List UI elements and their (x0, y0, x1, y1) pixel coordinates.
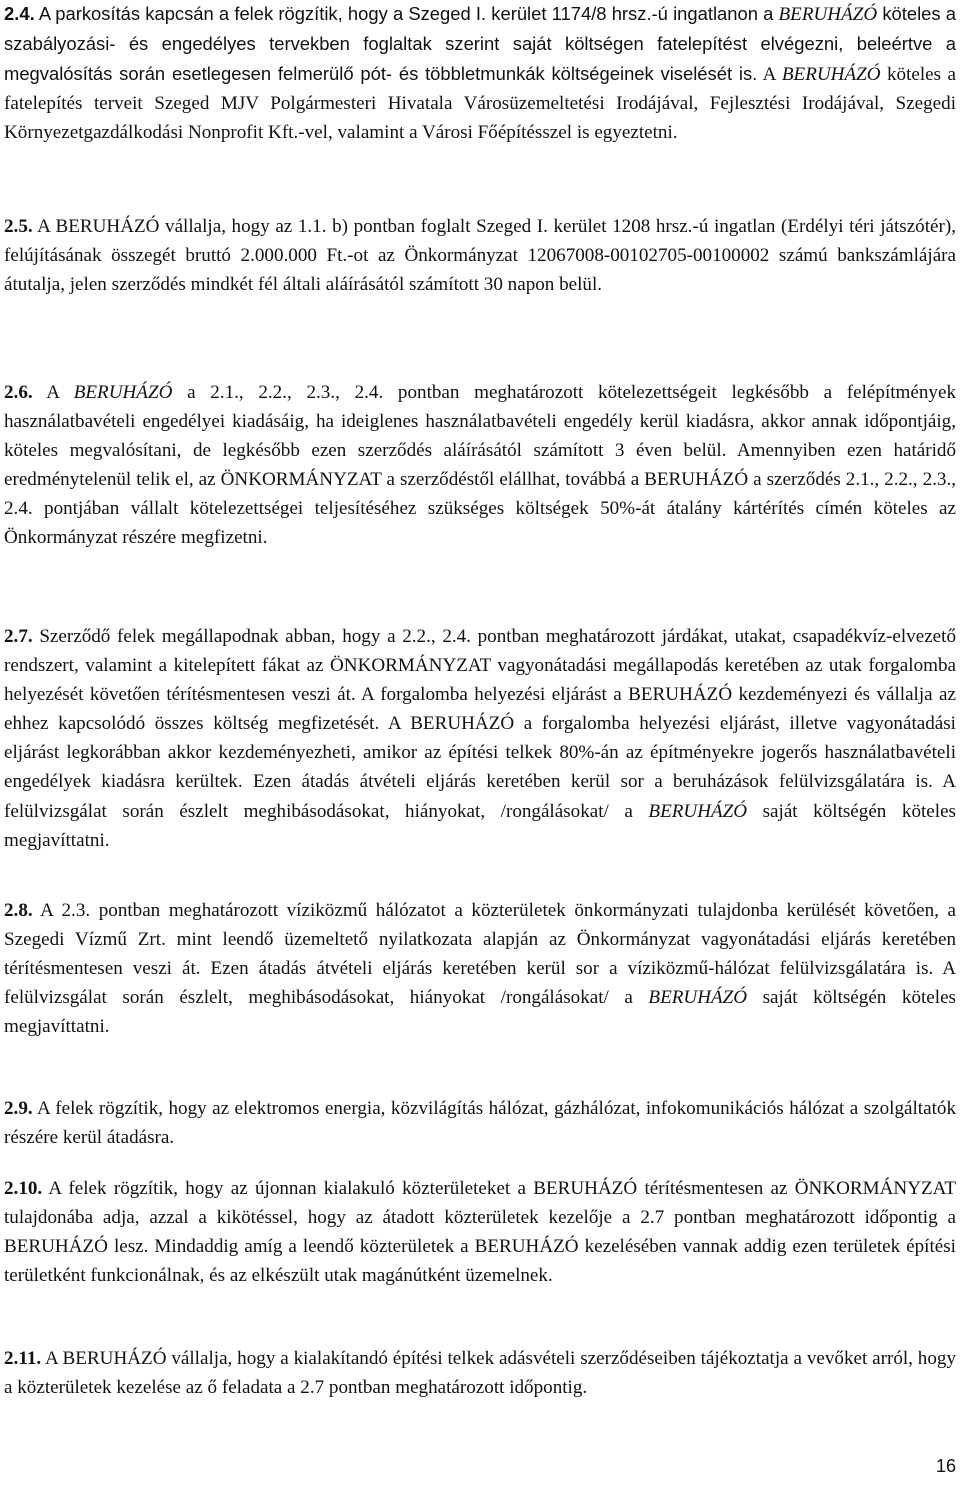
paragraph-2-10 (4, 1174, 956, 1290)
party-name-italic: BERUHÁZÓ (648, 800, 748, 822)
paragraph-text: köteles a fatelepítés terveit Szeged MJV Polgármesteri Hivatala Városüzemeltetési Irodájával, Fejlesztési Irodájával, Szegedi Környezetgazdálkodási Nonprofit Kft.-vel, valamint a Városi Főépítésszel is egyeztetni. (4, 64, 956, 144)
party-name-italic: BERUHÁZÓ (781, 64, 881, 86)
paragraph-text: A (757, 64, 782, 86)
paragraph-text: köteles a szabályozási- és engedélyes tervekben foglaltak szerint saját költségen fatelepítést elvégezni, beleértve a megvalósítás során esetlegesen felmerülő pót- és többletmunkák költségeinek viselését is. (4, 3, 956, 85)
paragraph-text: A BERUHÁZÓ vállalja, hogy a kialakítandó építési telkek adásvételi szerződéseiben tájékoztatja a vevőket arról, hogy a közterületek kezelése az ő feladata a 2.7 pontban meghatározott időpontig. (4, 1348, 956, 1399)
paragraph-text: A (32, 382, 74, 403)
paragraph-2-9 (4, 1094, 956, 1152)
paragraph-2-7 (4, 622, 956, 855)
party-name-italic: BERUHÁZÓ (648, 987, 748, 1009)
paragraph-number: 2.6. (4, 382, 33, 403)
paragraph-text: A felek rögzítik, hogy az újonnan kialakuló közterületeket a BERUHÁZÓ térítésmentesen az ÖNKORMÁNYZAT tulajdonába adja, azzal a kikötéssel, hogy az átadott közterületek kezelője a 2.7 pontban meghatározott időpontig a BERUHÁZÓ lesz. Mindaddig amíg a leendő közterületek a BERUHÁZÓ kezelésében vannak addig ezen területek építési területként funkcionálnak, és az elkészült utak magánútként üzemelnek. (4, 1178, 956, 1287)
paragraph-text: A parkosítás kapcsán a felek rögzítik, hogy a Szeged I. kerület 1174/8 hrsz.-ú ingatlanon a (34, 3, 779, 24)
paragraph-number: 2.8. (4, 900, 33, 921)
paragraph-text: A BERUHÁZÓ vállalja, hogy az 1.1. b) pontban foglalt Szeged I. kerület 1208 hrsz.-ú ingatlan (Erdélyi téri játszótér), felújításának összegét bruttó 2.000.000 Ft.-ot az Önkormányzat 12067008-00102705-00100002 számú bankszámlájára átutalja, jelen szerződés mindkét fél általi aláírásától számított 30 napon belül. (4, 216, 956, 296)
paragraph-2-8 (4, 896, 956, 1041)
paragraph-2-11 (4, 1344, 956, 1402)
paragraph-number: 2.9. (4, 1098, 33, 1119)
paragraph-number: 2.10. (4, 1178, 43, 1199)
party-name-italic: BERUHÁZÓ (73, 382, 173, 403)
paragraph-number: 2.7. (4, 626, 33, 647)
paragraph-2-4 (4, 0, 956, 147)
paragraph-number: 2.4. (4, 3, 35, 24)
paragraph-text: Szerződő felek megállapodnak abban, hogy a 2.2., 2.4. pontban meghatározott járdákat, utakat, csapadékvíz-elvezető rendszert, valamint a kitelepített fákat az ÖNKORMÁNYZAT vagyonátadási megállapodás keretében az utak forgalomba helyezését követően térítésmentesen veszi át. A forgalomba helyezési eljárást a BERUHÁZÓ kezdeményezi és vállalja az ehhez kapcsolódó összes költség megfizetését. A BERUHÁZÓ a forgalomba helyezési eljárást, illetve vagyonátadási eljárást legkorábban akkor kezdeményezheti, amikor az építési telkek 80%-án az építményekre jogerős használatbavételi engedélyek kiadásra kerültek. Ezen átadás átvételi eljárás keretében kerül sor a beruházások felülvizsgálatára is. A felülvizsgálat során észlelt meghibásodásokat, hiányokat, /rongálásokat/ a (4, 626, 956, 822)
paragraph-text: A 2.3. pontban meghatározott víziközmű hálózatot a közterületek önkormányzati tulajdonba kerülését követően, a Szegedi Vízmű Zrt. mint leendő üzemeltető nyilatkozata alapján az Önkormányzat vagyonátadási eljárás keretében térítésmentesen veszi át. Ezen átadás átvételi eljárás keretében kerül sor a víziközmű-hálózat felülvizsgálatára is. A felülvizsgálat során észlelt, meghibásodásokat, hiányokat /rongálásokat/ a (4, 900, 956, 1009)
page-number: 16 (935, 1456, 956, 1476)
paragraph-2-5 (4, 212, 956, 299)
paragraph-text: A felek rögzítik, hogy az elektromos energia, közvilágítás hálózat, gázhálózat, infokomunikációs hálózat a szolgáltatók részére kerül átadásra. (4, 1098, 956, 1149)
paragraph-text: saját költségén köteles megjavíttatni. (4, 800, 956, 851)
paragraph-text: a 2.1., 2.2., 2.3., 2.4. pontban meghatározott kötelezettségeit legkésőbb a felépítmények használatbavételi engedélyei kiadásáig, ha ideiglenes használatbavételi engedély kerül kiadásra, akkor annak időpontjáig, köteles megvalósítani, de legkésőbb ezen szerződés aláírásától számított 3 éven belül. Amennyiben ezen határidő eredménytelenül telik el, az ÖNKORMÁNYZAT a szerződéstől elállhat, továbbá a BERUHÁZÓ a szerződés 2.1., 2.2., 2.3., 2.4. pontjában vállalt kötelezettségei teljesítéséhez szükséges költségek 50%-át átalány kártérítés címén köteles az Önkormányzat részére megfizetni. (4, 382, 956, 549)
paragraph-2-6 (4, 378, 956, 553)
paragraph-number: 2.5. (4, 216, 33, 237)
paragraph-number: 2.11. (4, 1348, 42, 1369)
paragraph-text: saját költségén köteles megjavíttatni. (4, 987, 956, 1038)
party-name-italic: BERUHÁZÓ (778, 4, 878, 25)
